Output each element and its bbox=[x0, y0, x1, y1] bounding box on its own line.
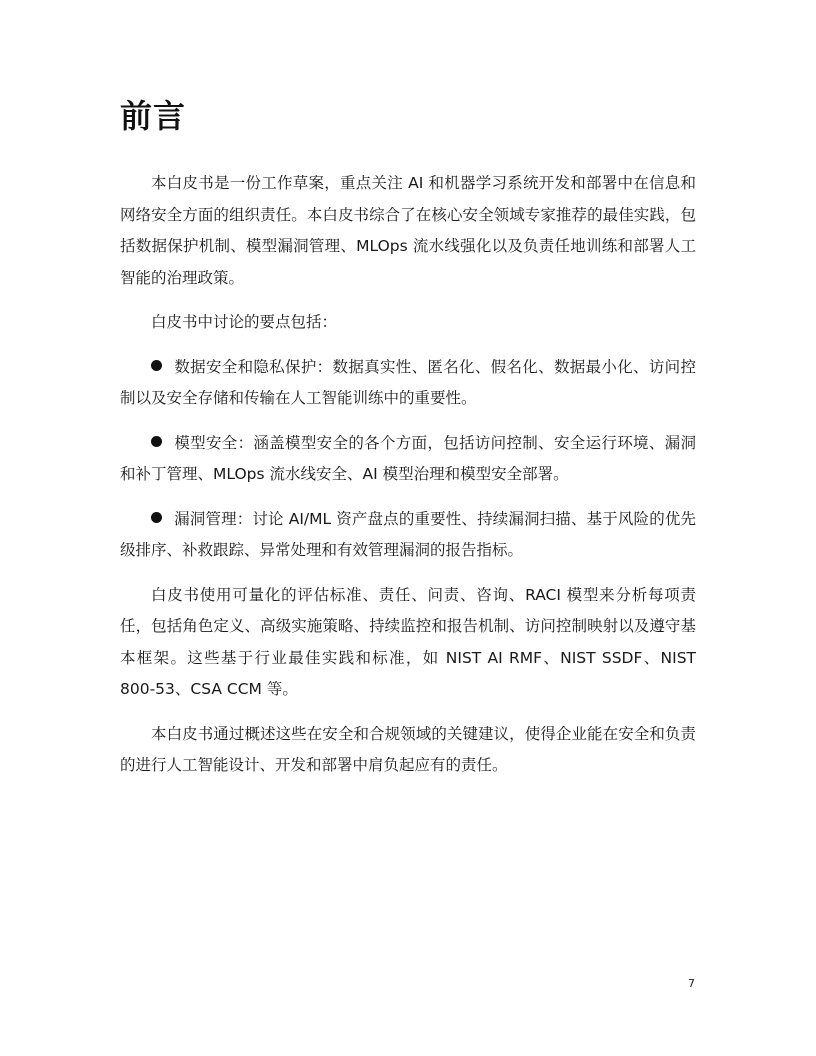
page-number: 7 bbox=[688, 977, 695, 990]
bullet-text: 数据安全和隐私保护：数据真实性、匿名化、假名化、数据最小化、访问控制以及安全存储和传输在人工智能训练中的重要性。 bbox=[120, 357, 696, 407]
bullet-item-data-security bbox=[120, 352, 696, 415]
methodology-paragraph: 白皮书使用可量化的评估标准、责任、问责、咨询、RACI 模型来分析每项责任，包括角色定义、高级实施策略、持续监控和报告机制、访问控制映射以及遵守基本框架。这些基于行业最佳实践和标准，如 NIST AI RMF、NIST SSDF、NIST 800-53、CSA CCM 等。 bbox=[120, 585, 696, 698]
page-title: 前言 bbox=[120, 97, 187, 135]
document-body bbox=[120, 168, 696, 795]
bullet-dot-icon bbox=[151, 512, 162, 523]
bullet-item-vulnerability-management bbox=[120, 504, 696, 567]
bullet-dot-icon bbox=[151, 360, 162, 371]
bullet-dot-icon bbox=[151, 436, 162, 447]
key-points-lead-paragraph: 白皮书中讨论的要点包括： bbox=[151, 313, 338, 331]
bullet-text: 模型安全：涵盖模型安全的各个方面，包括访问控制、安全运行环境、漏洞和补丁管理、MLOps 流水线安全、AI 模型治理和模型安全部署。 bbox=[120, 433, 696, 483]
conclusion-paragraph: 本白皮书通过概述这些在安全和合规领域的关键建议，使得企业能在安全和负责的进行人工智能设计、开发和部署中肩负起应有的责任。 bbox=[120, 724, 696, 774]
bullet-item-model-security bbox=[120, 428, 696, 491]
bullet-text: 漏洞管理：讨论 AI/ML 资产盘点的重要性、持续漏洞扫描、基于风险的优先级排序、补救跟踪、异常处理和有效管理漏洞的报告指标。 bbox=[120, 509, 696, 559]
intro-paragraph: 本白皮书是一份工作草案，重点关注 AI 和机器学习系统开发和部署中在信息和网络安全方面的组织责任。本白皮书综合了在核心安全领域专家推荐的最佳实践，包括数据保护机制、模型漏洞管理、MLOps 流水线强化以及负责任地训练和部署人工智能的治理政策。 bbox=[120, 174, 696, 287]
